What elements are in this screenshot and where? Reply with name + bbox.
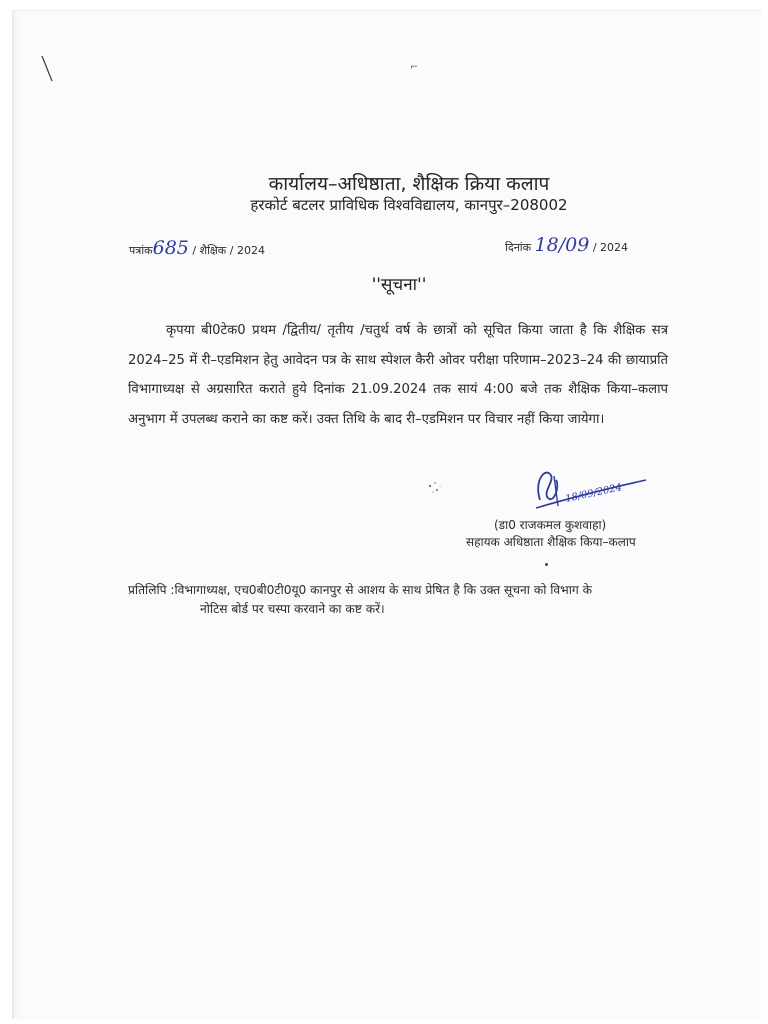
signature — [530, 462, 650, 522]
handwritten-reference: 685 — [152, 237, 189, 259]
reference-section: / शैक्षिक / 2024 — [192, 244, 265, 257]
ink-specks — [424, 478, 444, 498]
signature-date: 18/09/2024 — [564, 482, 624, 505]
copy-to-line-1: प्रतिलिपि :विभागाध्यक्ष, एच0बी0टी0यू0 कानपुर से आशय के साथ प्रेषित है कि उक्त सूचना को विभाग के — [128, 583, 592, 597]
date-label: दिनांक — [505, 241, 532, 254]
signatory-name: (डा0 राजकमल कुशवाहा) — [494, 518, 607, 532]
pen-mark — [40, 55, 54, 83]
copy-to — [128, 581, 688, 619]
speck — [545, 563, 548, 566]
handwritten-date: 18/09 — [534, 234, 590, 256]
notice-heading: ''सूचना'' — [371, 275, 427, 295]
university-name: हरकोर्ट बटलर प्राविधिक विश्वविद्यालय, कानपुर–208002 — [250, 196, 568, 214]
reference-number — [129, 237, 265, 259]
notice-body — [128, 316, 668, 434]
office-title: कार्यालय–अधिष्ठाता, शैक्षिक क्रिया कलाप — [268, 173, 550, 195]
signatory-designation: सहायक अधिष्ठाता शैक्षिक किया–कलाप — [466, 535, 636, 549]
copy-to-line-2: नोटिस बोर्ड पर चस्पा करवाने का कष्ट करें। — [200, 602, 385, 616]
top-mark: ⌐ — [410, 62, 419, 73]
date-year: / 2024 — [592, 241, 629, 254]
reference-label: पत्रांक — [129, 244, 153, 257]
date-field — [505, 234, 628, 256]
notice-body-text: कृपया बी0टेक0 प्रथम /द्वितीय/ तृतीय /चतुर्थ वर्ष के छात्रों को सूचित किया जाता है कि शैक्षिक सत्र 2024–25 में री–एडमिशन हेतु आवेदन पत्र के साथ स्पेशल कैरी ओवर परीक्षा परिणाम–2023–24 की छायाप्रति विभागाध्यक्ष से अग्रसारित कराते हुये दिनांक 21.09.2024 तक सायं 4:00 बजे तक शैक्षिक किया–कलाप अनुभाग में उपलब्ध कराने का कष्ट करें। उक्त तिथि के बाद री–एडमिशन पर विचार नहीं किया जायेगा। — [128, 323, 668, 427]
